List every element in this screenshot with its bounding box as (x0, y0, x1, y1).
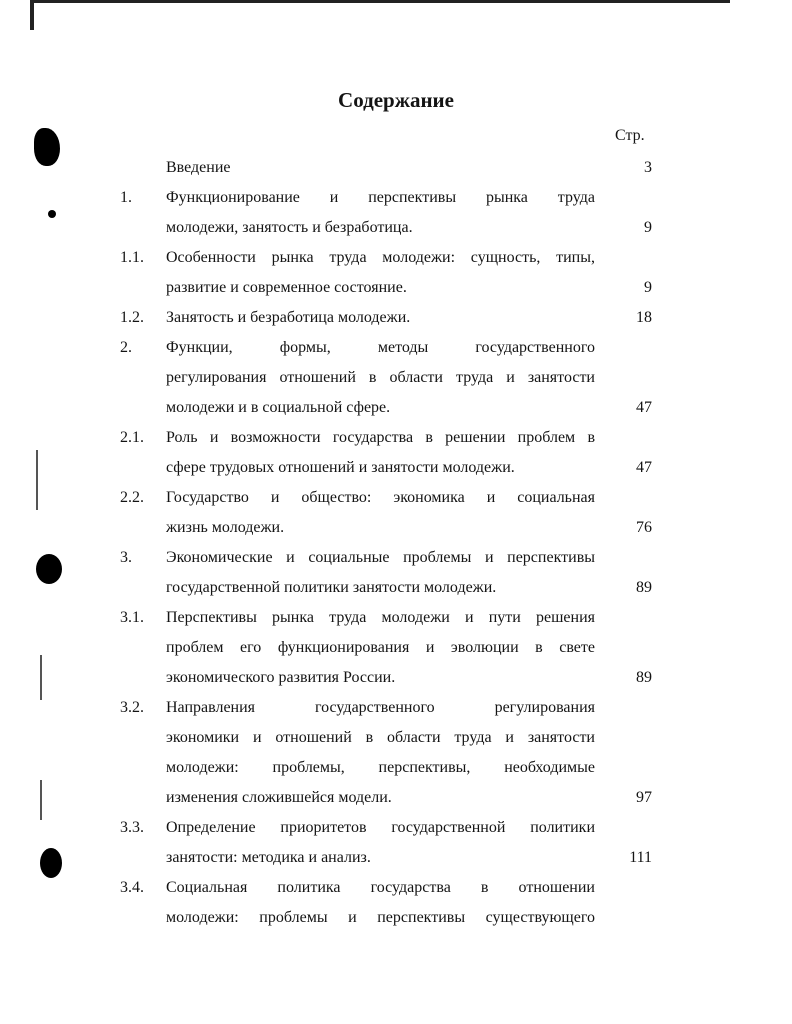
toc-page-number: 76 (636, 519, 652, 536)
toc-entry-text: занятости: методика и анализ. (166, 849, 371, 866)
toc-entry-text: Занятость и безработица молодежи. (166, 309, 411, 326)
toc-entry-text: Функционирование и перспективы рынка труда (166, 189, 595, 206)
toc-number: 2.2. (120, 489, 144, 506)
toc-page-number: 89 (636, 669, 652, 686)
toc-entry-text: Введение (166, 159, 231, 176)
toc-entry-text: экономического развития России. (166, 669, 396, 686)
toc-number: 1.2. (120, 309, 144, 326)
toc-page-number: 89 (636, 579, 652, 596)
toc-number: 1. (120, 189, 132, 206)
toc-number: 3.4. (120, 879, 144, 896)
toc-number: 3. (120, 549, 132, 566)
toc-entry-text: развитие и современное состояние. (166, 279, 407, 296)
toc-number: 2.1. (120, 429, 144, 446)
toc-entry-text: Перспективы рынка труда молодежи и пути решения (166, 609, 595, 626)
toc-entry-text: экономики и отношений в области труда и занятости (166, 729, 595, 746)
toc-entry-text: регулирования отношений в области труда и занятости (166, 369, 595, 386)
toc-entry-text: молодежи: проблемы, перспективы, необходимые (166, 759, 595, 776)
toc-number: 2. (120, 339, 132, 356)
toc-number: 1.1. (120, 249, 144, 266)
toc-entry-text: Государство и общество: экономика и социальная (166, 489, 595, 506)
toc-page-number: 9 (644, 219, 652, 236)
toc-entry-text: государственной политики занятости молодежи. (166, 579, 497, 596)
toc-entry-text: Роль и возможности государства в решении проблем в (166, 429, 595, 446)
toc-entry-text: Особенности рынка труда молодежи: сущность, типы, (166, 249, 595, 266)
toc-entry-text: Определение приоритетов государственной политики (166, 819, 595, 836)
toc-page-number: 18 (636, 309, 652, 326)
toc-page-number: 9 (644, 279, 652, 296)
toc-page-number: 47 (636, 459, 652, 476)
toc-number: 3.3. (120, 819, 144, 836)
toc-entry-text: жизнь молодежи. (166, 519, 285, 536)
toc-entry-text: изменения сложившейся модели. (166, 789, 392, 806)
toc-page-number: 47 (636, 399, 652, 416)
page-column-label: Стр. (615, 127, 645, 144)
toc-page-number: 111 (629, 849, 652, 866)
toc-number: 3.1. (120, 609, 144, 626)
toc-entry-text: Направления государственного регулирования (166, 699, 595, 716)
page-title: Содержание (338, 88, 454, 112)
toc-entry-text: проблем его функционирования и эволюции в свете (166, 639, 595, 656)
toc-page-number: 97 (636, 789, 652, 806)
toc-entry-text: молодежи, занятость и безработица. (166, 219, 413, 236)
toc-entry-text: молодежи: проблемы и перспективы существующего (166, 909, 595, 926)
toc-entry-text: Экономические и социальные проблемы и перспективы (166, 549, 595, 566)
toc-entry-text: молодежи и в социальной сфере. (166, 399, 391, 416)
toc-page-number: 3 (644, 159, 652, 176)
toc-entry-text: Социальная политика государства в отношении (166, 879, 595, 896)
toc-entry-text: сфере трудовых отношений и занятости молодежи. (166, 459, 515, 476)
toc-number: 3.2. (120, 699, 144, 716)
toc-entry-text: Функции, формы, методы государственного (166, 339, 595, 356)
